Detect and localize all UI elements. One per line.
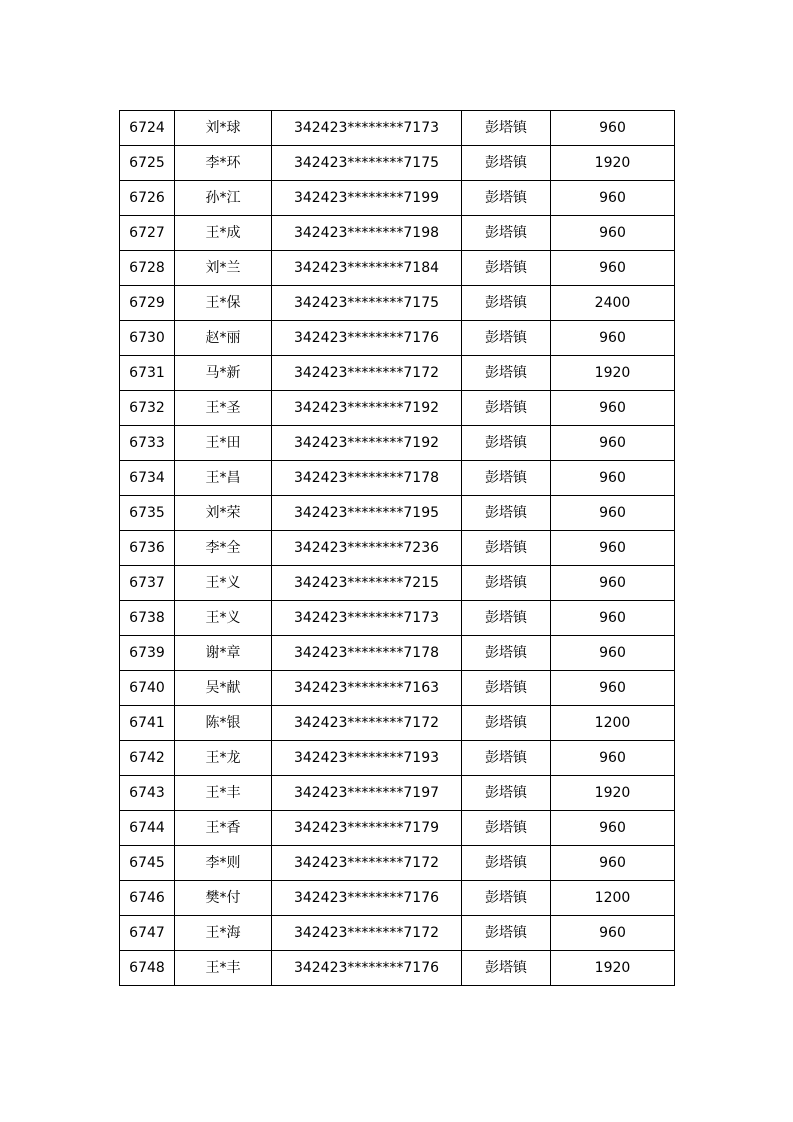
amount-cell: 960 [551,496,675,531]
row-number-cell: 6736 [120,531,175,566]
amount-cell: 1200 [551,706,675,741]
amount-cell: 1920 [551,776,675,811]
amount-cell: 960 [551,846,675,881]
town-cell: 彭塔镇 [462,951,551,986]
id-number-cell: 342423********7175 [272,146,462,181]
town-cell: 彭塔镇 [462,426,551,461]
amount-cell: 960 [551,321,675,356]
town-cell: 彭塔镇 [462,251,551,286]
table-row [120,146,675,181]
id-number-cell: 342423********7178 [272,636,462,671]
id-number-cell: 342423********7215 [272,566,462,601]
table-row [120,286,675,321]
table-row [120,601,675,636]
roster-body [120,111,675,986]
table-row [120,251,675,286]
amount-cell: 960 [551,111,675,146]
id-number-cell: 342423********7192 [272,391,462,426]
row-number-cell: 6733 [120,426,175,461]
row-number-cell: 6746 [120,881,175,916]
table-row [120,426,675,461]
table-row [120,391,675,426]
id-number-cell: 342423********7192 [272,426,462,461]
town-cell: 彭塔镇 [462,286,551,321]
name-cell: 陈*银 [175,706,272,741]
id-number-cell: 342423********7179 [272,811,462,846]
amount-cell: 960 [551,741,675,776]
id-number-cell: 342423********7172 [272,846,462,881]
name-cell: 李*环 [175,146,272,181]
table-row [120,671,675,706]
amount-cell: 960 [551,601,675,636]
town-cell: 彭塔镇 [462,461,551,496]
name-cell: 王*圣 [175,391,272,426]
table-row [120,531,675,566]
table-row [120,181,675,216]
row-number-cell: 6727 [120,216,175,251]
table-row [120,846,675,881]
amount-cell: 960 [551,391,675,426]
row-number-cell: 6748 [120,951,175,986]
table-row [120,951,675,986]
table-row [120,916,675,951]
name-cell: 王*丰 [175,776,272,811]
name-cell: 刘*荣 [175,496,272,531]
amount-cell: 1920 [551,146,675,181]
town-cell: 彭塔镇 [462,391,551,426]
town-cell: 彭塔镇 [462,811,551,846]
amount-cell: 960 [551,811,675,846]
town-cell: 彭塔镇 [462,496,551,531]
town-cell: 彭塔镇 [462,146,551,181]
row-number-cell: 6732 [120,391,175,426]
table-row [120,566,675,601]
row-number-cell: 6738 [120,601,175,636]
table-row [120,776,675,811]
name-cell: 马*新 [175,356,272,391]
amount-cell: 960 [551,461,675,496]
amount-cell: 960 [551,251,675,286]
name-cell: 樊*付 [175,881,272,916]
name-cell: 王*义 [175,566,272,601]
row-number-cell: 6739 [120,636,175,671]
amount-cell: 960 [551,216,675,251]
name-cell: 王*丰 [175,951,272,986]
town-cell: 彭塔镇 [462,881,551,916]
id-number-cell: 342423********7193 [272,741,462,776]
row-number-cell: 6726 [120,181,175,216]
name-cell: 李*则 [175,846,272,881]
amount-cell: 1920 [551,356,675,391]
table-row [120,881,675,916]
name-cell: 王*成 [175,216,272,251]
id-number-cell: 342423********7176 [272,321,462,356]
id-number-cell: 342423********7176 [272,951,462,986]
row-number-cell: 6745 [120,846,175,881]
table-row [120,356,675,391]
town-cell: 彭塔镇 [462,916,551,951]
town-cell: 彭塔镇 [462,111,551,146]
row-number-cell: 6743 [120,776,175,811]
town-cell: 彭塔镇 [462,636,551,671]
table-row [120,461,675,496]
table-row [120,111,675,146]
amount-cell: 960 [551,426,675,461]
row-number-cell: 6747 [120,916,175,951]
town-cell: 彭塔镇 [462,181,551,216]
table-row [120,321,675,356]
name-cell: 刘*兰 [175,251,272,286]
town-cell: 彭塔镇 [462,601,551,636]
table-row [120,216,675,251]
town-cell: 彭塔镇 [462,846,551,881]
town-cell: 彭塔镇 [462,531,551,566]
name-cell: 谢*章 [175,636,272,671]
id-number-cell: 342423********7198 [272,216,462,251]
id-number-cell: 342423********7175 [272,286,462,321]
town-cell: 彭塔镇 [462,216,551,251]
town-cell: 彭塔镇 [462,321,551,356]
row-number-cell: 6741 [120,706,175,741]
name-cell: 王*义 [175,601,272,636]
name-cell: 刘*球 [175,111,272,146]
town-cell: 彭塔镇 [462,776,551,811]
amount-cell: 960 [551,636,675,671]
id-number-cell: 342423********7236 [272,531,462,566]
table-row [120,496,675,531]
amount-cell: 960 [551,671,675,706]
row-number-cell: 6724 [120,111,175,146]
name-cell: 王*田 [175,426,272,461]
id-number-cell: 342423********7172 [272,706,462,741]
amount-cell: 960 [551,531,675,566]
id-number-cell: 342423********7184 [272,251,462,286]
name-cell: 王*香 [175,811,272,846]
id-number-cell: 342423********7195 [272,496,462,531]
row-number-cell: 6737 [120,566,175,601]
amount-cell: 960 [551,916,675,951]
amount-cell: 960 [551,566,675,601]
row-number-cell: 6744 [120,811,175,846]
name-cell: 王*昌 [175,461,272,496]
row-number-cell: 6730 [120,321,175,356]
id-number-cell: 342423********7172 [272,916,462,951]
id-number-cell: 342423********7199 [272,181,462,216]
id-number-cell: 342423********7176 [272,881,462,916]
amount-cell: 960 [551,181,675,216]
name-cell: 王*保 [175,286,272,321]
amount-cell: 2400 [551,286,675,321]
name-cell: 王*海 [175,916,272,951]
id-number-cell: 342423********7173 [272,111,462,146]
name-cell: 王*龙 [175,741,272,776]
id-number-cell: 342423********7172 [272,356,462,391]
name-cell: 赵*丽 [175,321,272,356]
town-cell: 彭塔镇 [462,706,551,741]
town-cell: 彭塔镇 [462,671,551,706]
table-row [120,741,675,776]
name-cell: 吴*献 [175,671,272,706]
table-row [120,811,675,846]
town-cell: 彭塔镇 [462,741,551,776]
town-cell: 彭塔镇 [462,566,551,601]
row-number-cell: 6735 [120,496,175,531]
town-cell: 彭塔镇 [462,356,551,391]
row-number-cell: 6734 [120,461,175,496]
row-number-cell: 6729 [120,286,175,321]
amount-cell: 1200 [551,881,675,916]
subsidy-roster-table [119,110,675,986]
row-number-cell: 6728 [120,251,175,286]
row-number-cell: 6731 [120,356,175,391]
amount-cell: 1920 [551,951,675,986]
row-number-cell: 6725 [120,146,175,181]
row-number-cell: 6742 [120,741,175,776]
id-number-cell: 342423********7173 [272,601,462,636]
id-number-cell: 342423********7163 [272,671,462,706]
id-number-cell: 342423********7178 [272,461,462,496]
table-row [120,636,675,671]
row-number-cell: 6740 [120,671,175,706]
name-cell: 李*全 [175,531,272,566]
table-row [120,706,675,741]
id-number-cell: 342423********7197 [272,776,462,811]
name-cell: 孙*江 [175,181,272,216]
